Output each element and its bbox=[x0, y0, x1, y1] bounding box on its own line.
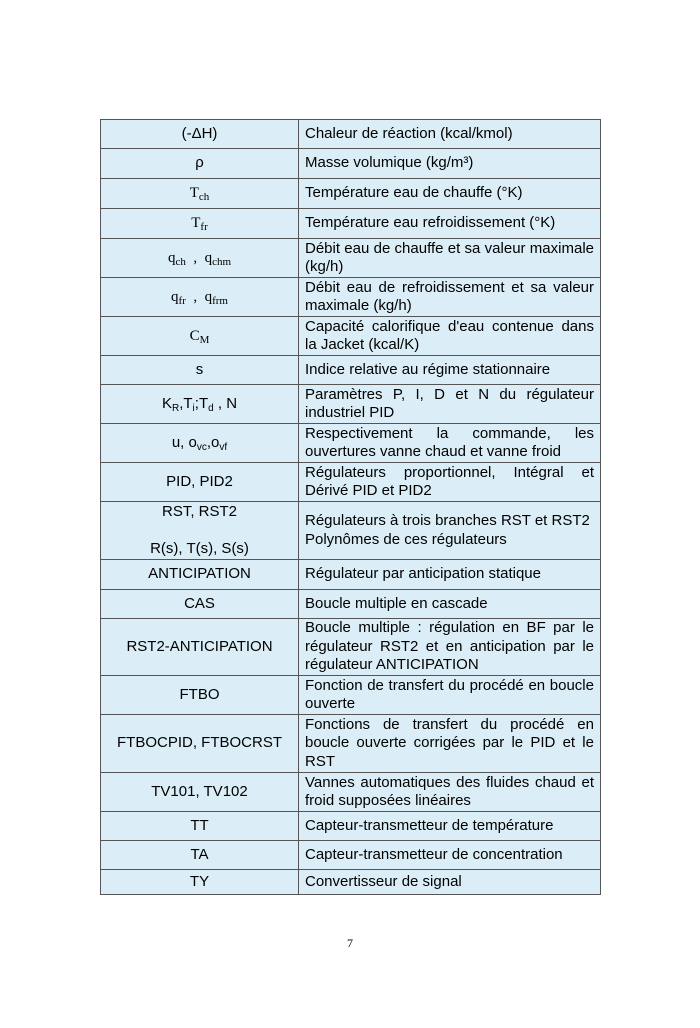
symbol-cell: TY bbox=[101, 870, 299, 895]
table-row bbox=[101, 120, 601, 149]
table-row bbox=[101, 590, 601, 619]
symbol-cell bbox=[101, 502, 299, 560]
table-row bbox=[101, 385, 601, 424]
description-cell: Capteur-transmetteur de température bbox=[299, 812, 601, 841]
symbol-cell: $q_{fr}$ , $q_{frm}$ bbox=[101, 278, 299, 317]
symbol-cell: u, $o_{vc},o_{vf}$ bbox=[101, 424, 299, 463]
page-number: 7 bbox=[347, 936, 353, 950]
table-row bbox=[101, 619, 601, 676]
table-row bbox=[101, 239, 601, 278]
description-cell: Régulateur par anticipation statique bbox=[299, 560, 601, 590]
symbol-line: RST, RST2 bbox=[161, 502, 237, 520]
symbol-cell: TA bbox=[101, 841, 299, 870]
symbol-cell: s bbox=[101, 356, 299, 385]
table-row bbox=[101, 179, 601, 209]
description-cell: Masse volumique (kg/m³) bbox=[299, 149, 601, 179]
table-row bbox=[101, 715, 601, 773]
table-row bbox=[101, 812, 601, 841]
symbol-cell: FTBO bbox=[101, 676, 299, 715]
table-row bbox=[101, 149, 601, 179]
description-cell: Régulateurs proportionnel, Intégral et Dérivé PID et PID2 bbox=[299, 463, 601, 502]
symbol-cell: $K_R,T_i;T_d$ , N bbox=[101, 385, 299, 424]
table-row bbox=[101, 356, 601, 385]
description-cell: Débit eau de chauffe et sa valeur maximale (kg/h) bbox=[299, 239, 601, 278]
symbol-cell: TV101, TV102 bbox=[101, 773, 299, 812]
description-cell bbox=[299, 502, 601, 560]
description-cell: Convertisseur de signal bbox=[299, 870, 601, 895]
table-row bbox=[101, 463, 601, 502]
table-row bbox=[101, 841, 601, 870]
table-row bbox=[101, 209, 601, 239]
table-row bbox=[101, 560, 601, 590]
table-row bbox=[101, 278, 601, 317]
description-cell: Débit eau de refroidissement et sa valeur maximale (kg/h) bbox=[299, 278, 601, 317]
description-cell: Boucle multiple en cascade bbox=[299, 590, 601, 619]
symbol-cell: TT bbox=[101, 812, 299, 841]
symbol-cell: $T_{ch}$ bbox=[101, 179, 299, 209]
symbol-cell: RST2-ANTICIPATION bbox=[101, 619, 299, 676]
symbol-cell: (-ΔH) bbox=[101, 120, 299, 149]
description-line: Polynômes de ces régulateurs bbox=[305, 530, 507, 548]
symbol-cell: $C_M$ bbox=[101, 317, 299, 356]
table-row bbox=[101, 424, 601, 463]
table-row bbox=[101, 676, 601, 715]
description-cell: Température eau de chauffe (°K) bbox=[299, 179, 601, 209]
description-cell: Paramètres P, I, D et N du régulateur industriel PID bbox=[299, 385, 601, 424]
description-cell: Capteur-transmetteur de concentration bbox=[299, 841, 601, 870]
description-cell: Indice relative au régime stationnaire bbox=[299, 356, 601, 385]
symbol-cell: ANTICIPATION bbox=[101, 560, 299, 590]
description-line: Régulateurs à trois branches RST et RST2 bbox=[305, 512, 590, 529]
description-cell: Boucle multiple : régulation en BF par le régulateur RST2 et en anticipation par le régulateur ANTICIPATION bbox=[299, 619, 601, 676]
symbol-cell: PID, PID2 bbox=[101, 463, 299, 502]
table-row bbox=[101, 773, 601, 812]
symbol-cell: CAS bbox=[101, 590, 299, 619]
symbol-cell: FTBOCPID, FTBOCRST bbox=[101, 715, 299, 773]
table-row bbox=[101, 502, 601, 560]
description-cell: Respectivement la commande, les ouvertures vanne chaud et vanne froid bbox=[299, 424, 601, 463]
table-row bbox=[101, 870, 601, 895]
symbol-cell: ρ bbox=[101, 149, 299, 179]
description-cell: Chaleur de réaction (kcal/kmol) bbox=[299, 120, 601, 149]
nomenclature-table bbox=[100, 119, 601, 895]
description-cell: Température eau refroidissement (°K) bbox=[299, 209, 601, 239]
description-cell: Capacité calorifique d'eau contenue dans la Jacket (kcal/K) bbox=[299, 317, 601, 356]
symbol-cell: $T_{fr}$ bbox=[101, 209, 299, 239]
symbol-cell: $q_{ch}$ , $q_{chm}$ bbox=[101, 239, 299, 278]
symbol-line: R(s), T(s), S(s) bbox=[150, 540, 249, 557]
description-cell: Vannes automatiques des fluides chaud et froid supposées linéaires bbox=[299, 773, 601, 812]
description-cell: Fonction de transfert du procédé en boucle ouverte bbox=[299, 676, 601, 715]
description-cell: Fonctions de transfert du procédé en boucle ouverte corrigées par le PID et le RST bbox=[299, 715, 601, 773]
table-row bbox=[101, 317, 601, 356]
